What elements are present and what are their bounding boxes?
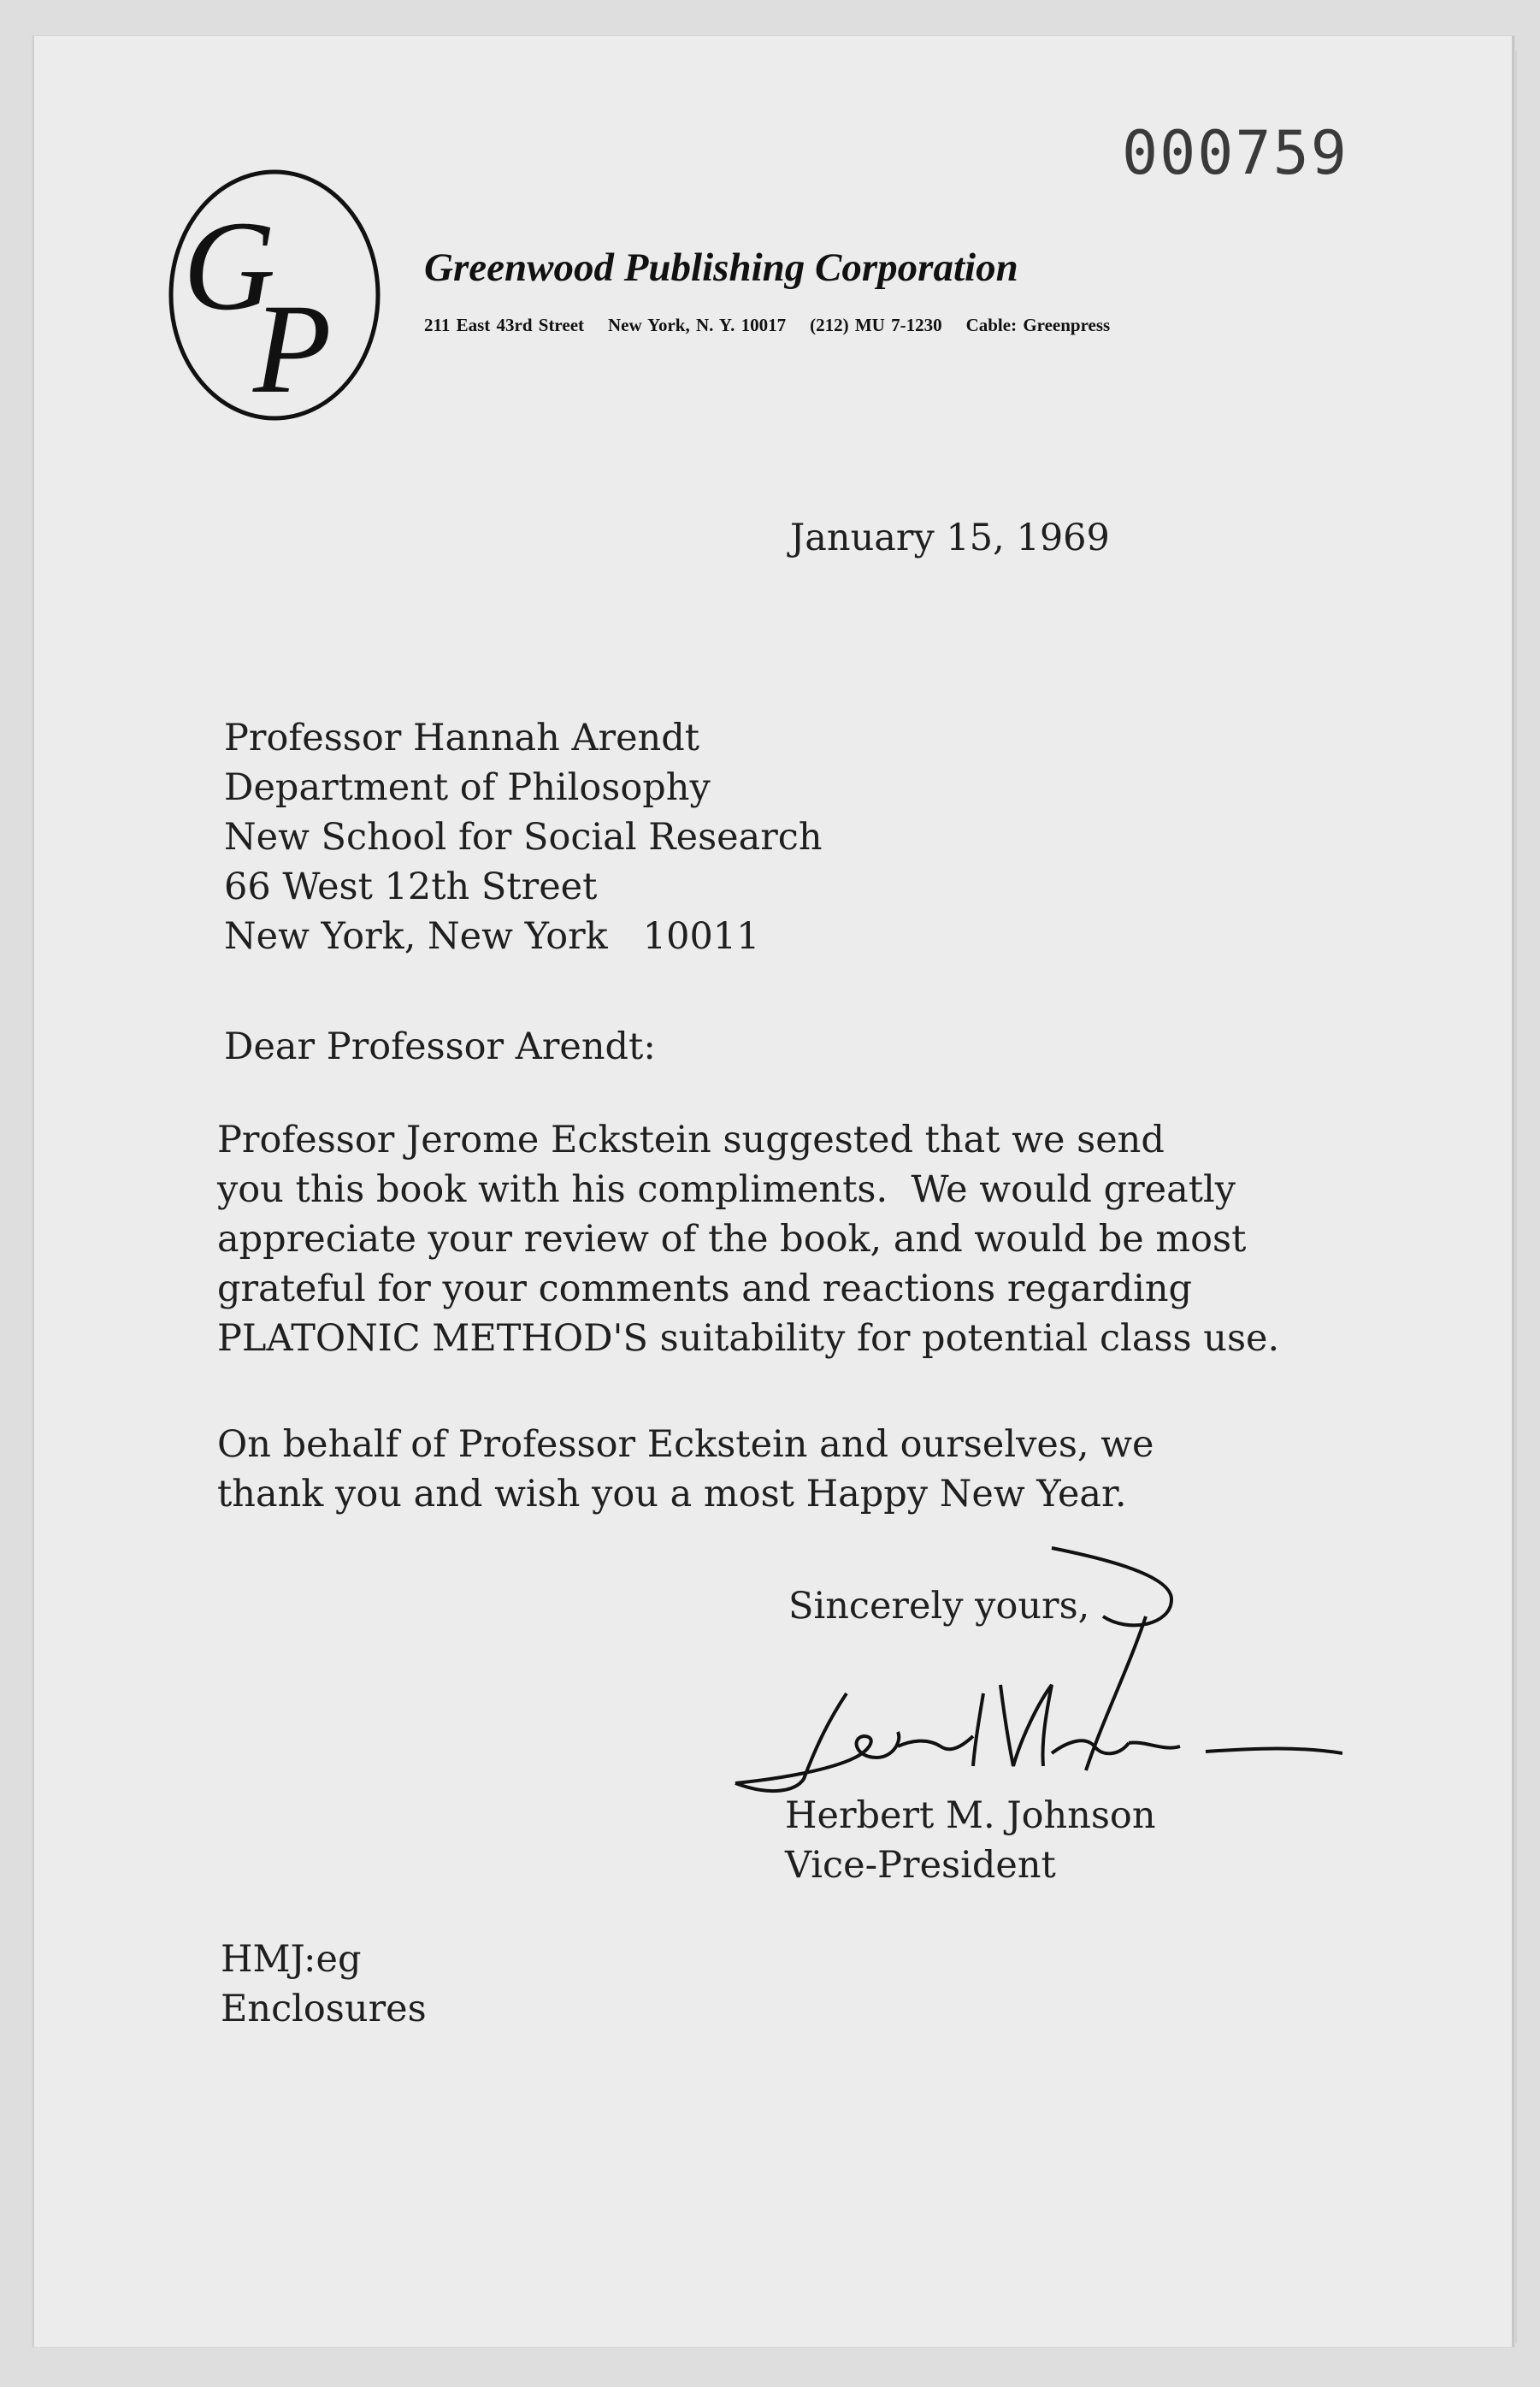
body-line: Professor Jerome Eckstein suggested that we send <box>217 1119 1165 1161</box>
document-number-stamp: 000759 <box>1122 118 1348 188</box>
svg-text:P: P <box>253 278 332 420</box>
handwritten-signature <box>727 1522 1342 1805</box>
svg-text:G: G <box>183 195 276 337</box>
recipient-line: Professor Hannah Arendt <box>224 717 700 759</box>
signer-title: Vice-President <box>785 1844 1056 1887</box>
body-line: thank you and wish you a most Happy New Year. <box>217 1473 1127 1516</box>
letter-date: January 15, 1969 <box>790 517 1110 559</box>
body-line: you this book with his compliments. We would greatly <box>217 1168 1236 1211</box>
reference-initials: HMJ:eg <box>221 1938 362 1981</box>
body-line: On behalf of Professor Eckstein and ourselves, we <box>217 1423 1154 1466</box>
recipient-line: New School for Social Research <box>224 816 823 859</box>
company-city: New York, N. Y. 10017 <box>608 315 787 335</box>
company-phone: (212) MU 7-1230 <box>810 315 942 335</box>
company-street: 211 East 43rd Street <box>424 315 585 335</box>
recipient-line: 66 West 12th Street <box>224 866 598 908</box>
recipient-line: Department of Philosophy <box>224 766 711 809</box>
signer-name: Herbert M. Johnson <box>785 1794 1156 1837</box>
company-name: Greenwood Publishing Corporation <box>424 245 1018 290</box>
body-line: PLATONIC METHOD'S suitability for potential class use. <box>217 1317 1280 1360</box>
closing: Sincerely yours, <box>788 1585 1090 1628</box>
company-logo <box>166 168 383 422</box>
company-cable: Cable: Greenpress <box>965 315 1111 335</box>
company-address <box>424 315 1134 336</box>
body-line: grateful for your comments and reactions regarding <box>217 1267 1193 1310</box>
recipient-line: New York, New York 10011 <box>224 915 760 958</box>
enclosures-note: Enclosures <box>221 1988 427 2030</box>
salutation: Dear Professor Arendt: <box>224 1025 656 1068</box>
body-line: appreciate your review of the book, and would be most <box>217 1218 1247 1261</box>
